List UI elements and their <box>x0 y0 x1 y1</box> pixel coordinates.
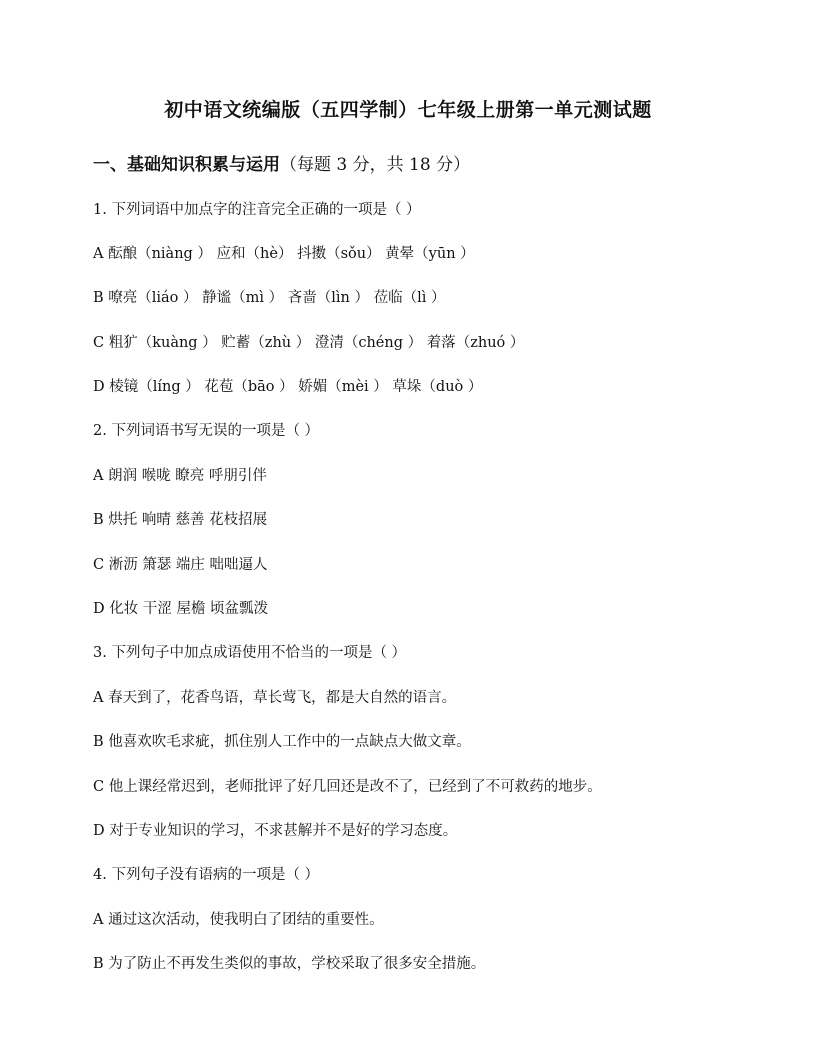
section-heading-label: 一、基础知识积累与运用 <box>93 155 280 175</box>
question-3-option-d: D 对于专业知识的学习，不求甚解并不是好的学习态度。 <box>93 823 458 839</box>
question-3-option-c: C 他上课经常迟到，老师批评了好几回还是改不了，已经到了不可救药的地步。 <box>93 779 602 795</box>
question-3-option-a: A 春天到了，花香鸟语，草长莺飞，都是大自然的语言。 <box>93 690 457 706</box>
question-3-option-b: B 他喜欢吹毛求疵，抓住别人工作中的一点缺点大做文章。 <box>93 734 471 750</box>
question-3-stem: 3. 下列句子中加点成语使用不恰当的一项是（ ） <box>93 645 407 661</box>
question-1-option-b: B 嘹亮（liáo ） 静谧（mì ） 吝啬（lìn ） 莅临（lì ） <box>93 290 446 306</box>
question-2-option-d: D 化妆 干涩 屋檐 顷盆瓢泼 <box>93 601 269 617</box>
question-1-option-a: A 酝酿（niàng ） 应和（hè） 抖擞（sǒu） 黄晕（yūn ） <box>93 246 475 262</box>
question-4-stem: 4. 下列句子没有语病的一项是（ ） <box>93 867 320 883</box>
question-1-option-c: C 粗犷（kuàng ） 贮蓄（zhù ） 澄清（chéng ） 着落（zhuó ） <box>93 335 525 351</box>
question-2-stem: 2. 下列词语书写无误的一项是（ ） <box>93 423 320 439</box>
section-heading-score-note: （每题 3 分，共 18 分） <box>280 155 471 175</box>
question-2-option-b: B 烘托 响晴 慈善 花枝招展 <box>93 512 268 528</box>
question-4-option-a: A 通过这次活动，使我明白了团结的重要性。 <box>93 912 384 928</box>
question-1-option-d: D 棱镜（líng ） 花苞（bāo ） 娇媚（mèi ） 草垛（duò ） <box>93 379 483 395</box>
section-heading <box>93 150 470 175</box>
question-4-option-b: B 为了防止不再发生类似的事故，学校采取了很多安全措施。 <box>93 956 486 972</box>
document-title: 初中语文统编版（五四学制）七年级上册第一单元测试题 <box>164 99 652 121</box>
question-2-option-c: C 淅沥 箫瑟 端庄 咄咄逼人 <box>93 557 268 573</box>
question-1-stem: 1. 下列词语中加点字的注音完全正确的一项是（ ） <box>93 202 421 218</box>
question-2-option-a: A 朗润 喉咙 瞭亮 呼朋引伴 <box>93 468 267 484</box>
